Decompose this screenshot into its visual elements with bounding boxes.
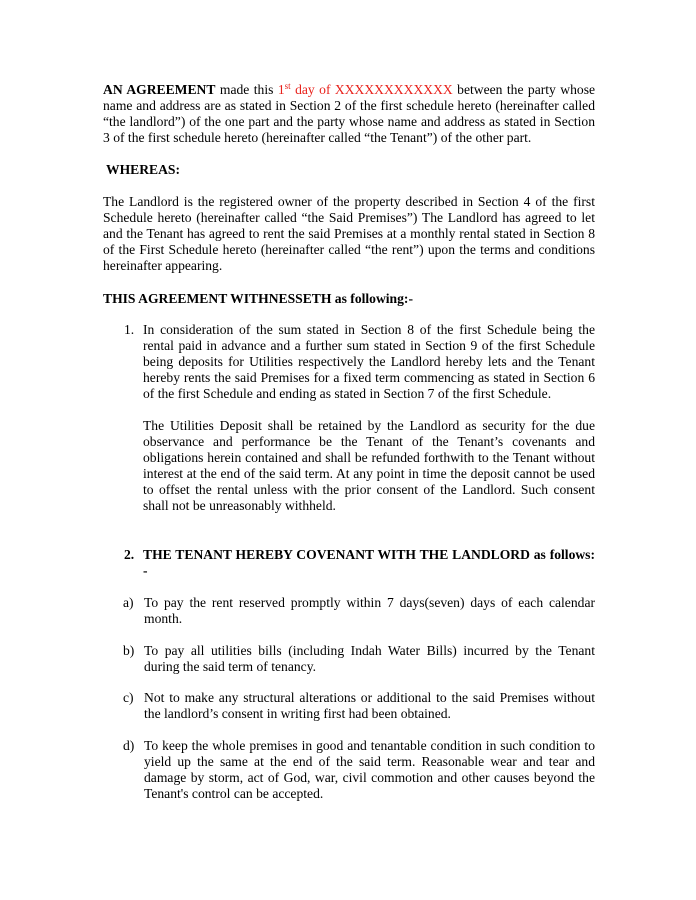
clause-2-heading: THE TENANT HEREBY COVENANT WITH THE LANDLORD as follows: - <box>143 547 595 578</box>
covenant-item-c-text: Not to make any structural alterations or additional to the said Premises without the landlord’s consent in writing first had been obtained. <box>144 690 595 721</box>
day-number: 1 <box>277 82 285 97</box>
day-of-placeholder: day of XXXXXXXXXXXX <box>290 82 453 97</box>
clause-2-number: 2. <box>124 547 135 562</box>
utilities-deposit-paragraph: The Utilities Deposit shall be retained by the Landlord as security for the due observance and performance be the Tenant of the Tenant’s covenants and obligations herein contained and shall be refunded forthwith to the Tenant without interest at the end of the said term. At any point in time the deposit cannot be used to offset the rental unless with the prior consent of the Landlord. Such consent shall not be unreasonably withheld. <box>143 418 595 513</box>
agreement-lead: AN AGREEMENT <box>103 82 216 97</box>
covenant-item-d-text: To keep the whole premises in good and tenantable condition in such condition to yield up the same at the end of the said term. Reasonable wear and tear and damage by storm, act of God, war, civil commotion and other causes beyond the Tenant's control can be accepted. <box>144 738 595 801</box>
clause-1-number: 1. <box>124 322 135 337</box>
covenant-item-a-text: To pay the rent reserved promptly within 7 days(seven) days of each calendar month. <box>144 595 595 626</box>
covenant-item-c <box>103 690 595 722</box>
day-suffix: st <box>284 81 291 91</box>
covenant-item-b <box>103 643 595 675</box>
whereas-heading: WHEREAS: <box>106 162 181 177</box>
covenant-item-a-marker: a) <box>123 595 134 610</box>
covenant-item-a <box>103 595 595 627</box>
document-page <box>103 82 595 802</box>
clause-1-text: In consideration of the sum stated in Section 8 of the first Schedule being the rental paid in advance and a further sum stated in Section 9 of the first Schedule being deposits for Utilities respectively the Landlord hereby lets and the Tenant hereby rents the said Premises for a fixed term commencing as stated in Section 6 of the first Schedule and ending as stated in Section 7 of the first Schedule. <box>143 322 595 401</box>
witness-heading: THIS AGREEMENT WITHNESSETH as following:- <box>103 291 413 306</box>
whereas-paragraph: The Landlord is the registered owner of the property described in Section 4 of the first Schedule hereto (hereinafter called “the Said Premises”) The Landlord has agreed to let and the Tenant has agreed to rent the said Premises at a monthly rental stated in Section 8 of the First Schedule hereto (hereinafter called “the rent”) upon the terms and conditions hereinafter appearing. <box>103 194 595 273</box>
clause-2 <box>103 547 595 579</box>
clause-1 <box>103 322 595 402</box>
covenant-item-b-text: To pay all utilities bills (including Indah Water Bills) incurred by the Tenant during the said term of tenancy. <box>144 643 595 674</box>
covenant-item-b-marker: b) <box>123 643 135 658</box>
made-this-text: made this <box>215 82 278 97</box>
covenant-item-c-marker: c) <box>123 690 134 705</box>
intro-rest-text: between the party whose name and address are as stated in Section 2 of the first schedule hereto (hereinafter called “the landlord”) of the one part and the party whose name and address as stated in Section 3 of the first schedule hereto (hereinafter called “the Tenant”) of the other part. <box>103 82 596 145</box>
agreement-intro-paragraph <box>103 82 595 146</box>
covenant-item-d <box>103 738 595 802</box>
covenant-item-d-marker: d) <box>123 738 135 753</box>
